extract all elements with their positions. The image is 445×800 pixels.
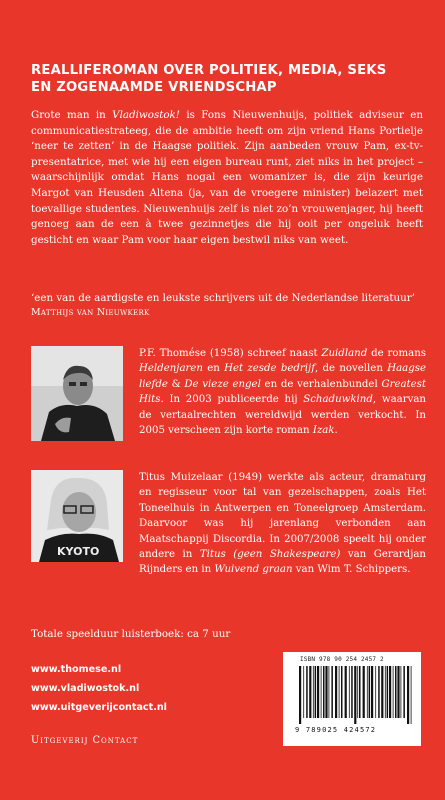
barcode-panel [283, 652, 421, 746]
listening-duration: Totale speelduur luisterboek: ca 7 uur [31, 628, 231, 640]
website-links [31, 664, 167, 721]
isbn-number: ISBN 978 90 254 2457 2 [300, 656, 384, 663]
barcode-icon [299, 666, 413, 724]
synopsis [31, 108, 423, 248]
reader-bio: Titus Muizelaar (1949) werkte als acteur, dramaturg en regisseur voor tal van gezelschappen, zoals Het Toneelhuis in Antwerpen en Toneelgroep Amsterdam. Daarvoor was hij jarenlang verbonden aan Maatschappij Discordia. In 2007/2008 speelt hij onder andere in Titus (geen Shakespeare) van Gerardjan Rijnders en in Wuivend graan van Wim T. Schippers. [139, 472, 426, 576]
link-thomese[interactable]: www.thomese.nl [31, 664, 122, 675]
synopsis-lead: Grote man in [31, 109, 113, 121]
author-photo-image [31, 346, 123, 441]
publisher-name: Uitgeverij Contact [31, 735, 139, 746]
barcode-digits: 9 789025 424572 [295, 726, 377, 734]
reader-photo-image [31, 470, 123, 562]
synopsis-body: is Fons Nieuwenhuijs, politiek adviseur en communicatiestrateeg, die de ambitie heeft om zijn vriend Hans Portielje ‘neer te zetten’ in de Haagse politiek. Zijn aanbeden vrouw Pam, ex-tv-presentatrice, met wie hij een eigen bureau runt, ziet niks in het project – waarschijnlijk omdat Hans nogal een womanizer is, die zijn keurige Margot van Heusden Altena (ja, van de vroegere minister) belazert met toevallige studentes. Nieuwenhuijs zelf is niet zo’n vrouwenjager, hij heeft genoeg aan de een à twee gezinnetjes die hij ooit per ongeluk heeft gesticht en waar Pam voor haar eigen bestwil niks van weet. [31, 109, 423, 246]
headline-line-1: REALLIFEROMAN OVER POLITIEK, MEDIA, SEKS [31, 63, 387, 78]
reader-photo [31, 470, 123, 562]
svg-text:KYOTO: KYOTO [57, 545, 100, 558]
link-uitgeverijcontact[interactable]: www.uitgeverijcontact.nl [31, 702, 167, 713]
link-vladiwostok[interactable]: www.vladiwostok.nl [31, 683, 140, 694]
author-photo [31, 346, 123, 441]
quote-text: ‘een van de aardigste en leukste schrijvers uit de Nederlandse literatuur’ [31, 292, 415, 304]
synopsis-title: Vladiwostok! [112, 109, 180, 121]
author-bio: P.F. Thomése (1958) schreef naast Zuidland de romans Heldenjaren en Het zesde bedrijf, de novellen Haagse liefde & De vieze engel en de verhalenbundel Greatest Hits. In 2003 publiceerde hij Schaduwkind, waarvan de vertaalrechten wereldwijd werden verkocht. In 2005 verscheen zijn korte roman Izak. [139, 348, 426, 437]
quote-author: Matthijs van Nieuwkerk [31, 307, 150, 318]
headline-line-2: EN ZOGENAAMDE VRIENDSCHAP [31, 80, 277, 95]
headline [31, 62, 421, 96]
